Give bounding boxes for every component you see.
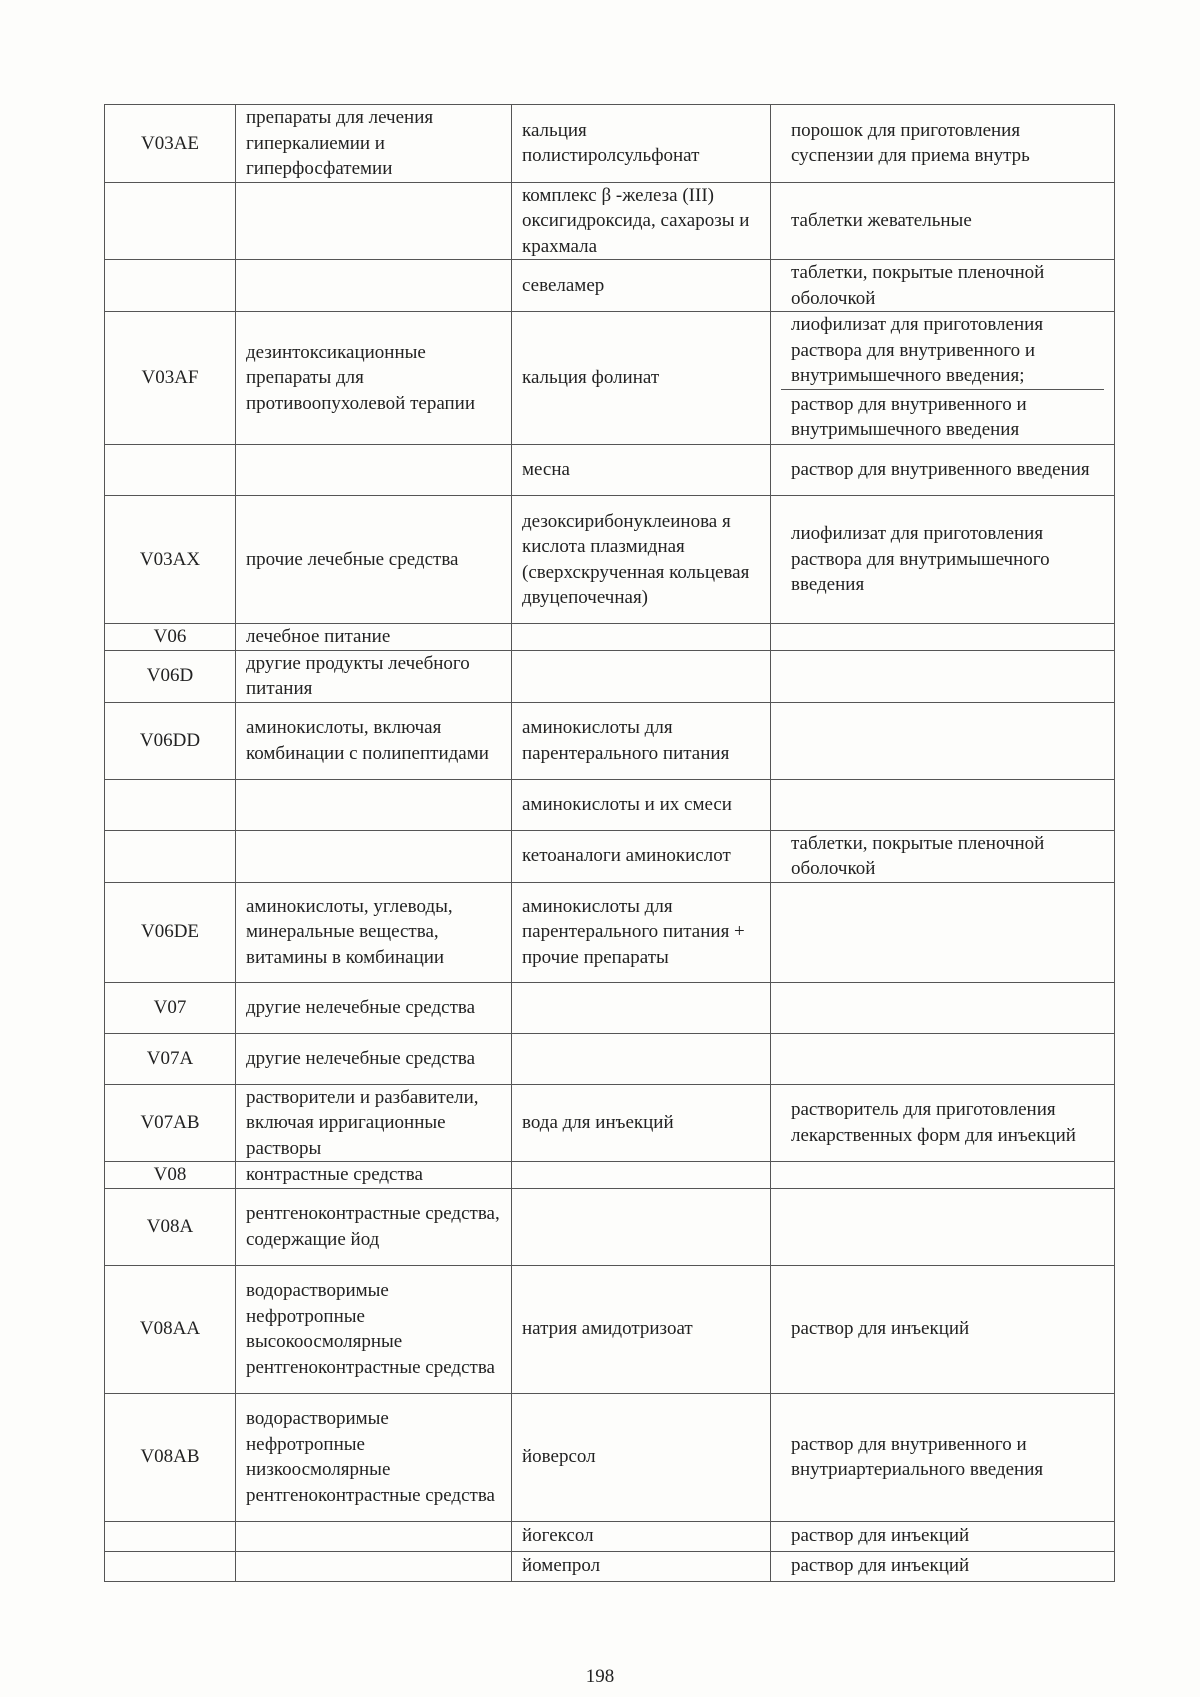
dosage-form: раствор для внутривенного и внутримышечного введения (781, 389, 1104, 444)
dosage-form: раствор для инъекций (791, 1318, 970, 1340)
dosage-form-cell (771, 445, 1115, 496)
drug-name-cell (512, 982, 771, 1033)
atc-code-cell (105, 445, 236, 496)
table-row (105, 779, 1115, 830)
group-name-cell: аминокислоты, включая комбинации с полипептидами (236, 702, 512, 779)
group-name-cell (236, 182, 512, 260)
group-name-cell: прочие лечебные средства (236, 496, 512, 624)
group-name-cell: другие продукты лечебного питания (236, 650, 512, 702)
drug-name-cell: аминокислоты и их смеси (512, 779, 771, 830)
atc-code-cell (105, 260, 236, 312)
atc-code-cell: V06DE (105, 882, 236, 982)
group-name-cell: контрастные средства (236, 1162, 512, 1189)
dosage-form: раствор для инъекций (791, 1525, 970, 1547)
group-name-cell (236, 1551, 512, 1581)
atc-code-cell (105, 182, 236, 260)
table-row (105, 830, 1115, 882)
dosage-form: лиофилизат для приготовления раствора для внутримышечного введения (791, 523, 1050, 596)
atc-code-cell: V08AA (105, 1265, 236, 1393)
drug-name-cell: севеламер (512, 260, 771, 312)
dosage-form-cell (771, 1162, 1115, 1189)
drug-name-cell: вода для инъекций (512, 1084, 771, 1162)
drug-name-cell: натрия амидотризоат (512, 1265, 771, 1393)
drug-name-cell: кальция полистиролсульфонат (512, 105, 771, 183)
group-name-cell: водорастворимые нефротропные низкоосмолярные рентгеноконтрастные средства (236, 1393, 512, 1521)
atc-code-cell: V07AB (105, 1084, 236, 1162)
group-name-cell: другие нелечебные средства (236, 1033, 512, 1084)
group-name-cell (236, 779, 512, 830)
group-name-cell: водорастворимые нефротропные высокоосмолярные рентгеноконтрастные средства (236, 1265, 512, 1393)
atc-code-cell: V08 (105, 1162, 236, 1189)
dosage-form-cell (771, 312, 1115, 445)
dosage-form: раствор для внутривенного введения (791, 459, 1090, 481)
atc-code-cell (105, 1551, 236, 1581)
table-row (105, 624, 1115, 651)
atc-code-cell (105, 830, 236, 882)
table-row (105, 312, 1115, 445)
table-row (105, 1551, 1115, 1581)
dosage-form-cell (771, 1033, 1115, 1084)
group-name-cell (236, 260, 512, 312)
group-name-cell: растворители и разбавители, включая ирригационные растворы (236, 1084, 512, 1162)
table-row (105, 105, 1115, 183)
group-name-cell: дезинтоксикационные препараты для противоопухолевой терапии (236, 312, 512, 445)
table-row (105, 702, 1115, 779)
atc-code-cell: V03AE (105, 105, 236, 183)
atc-code-cell: V07A (105, 1033, 236, 1084)
table-row (105, 1393, 1115, 1521)
atc-code-cell: V06 (105, 624, 236, 651)
group-name-cell (236, 1521, 512, 1551)
group-name-cell (236, 445, 512, 496)
drug-name-cell: аминокислоты для парентерального питания (512, 702, 771, 779)
table-row (105, 1084, 1115, 1162)
drug-name-cell: йогексол (512, 1521, 771, 1551)
group-name-cell: рентгеноконтрастные средства, содержащие йод (236, 1188, 512, 1265)
dosage-form: растворитель для приготовления лекарственных форм для инъекций (791, 1099, 1076, 1146)
drug-name-cell: кетоаналоги аминокислот (512, 830, 771, 882)
group-name-cell: лечебное питание (236, 624, 512, 651)
dosage-form-cell (771, 982, 1115, 1033)
group-name-cell: аминокислоты, углеводы, минеральные вещества, витамины в комбинации (236, 882, 512, 982)
table-body (105, 105, 1115, 1582)
table-row (105, 1521, 1115, 1551)
atc-code-cell: V03AF (105, 312, 236, 445)
dosage-form-cell (771, 1521, 1115, 1551)
table-row (105, 1162, 1115, 1189)
dosage-form-cell (771, 624, 1115, 651)
table-row (105, 982, 1115, 1033)
dosage-form-cell (771, 1084, 1115, 1162)
table-row (105, 445, 1115, 496)
dosage-form: таблетки, покрытые пленочной оболочкой (791, 832, 1045, 879)
atc-code-cell: V08A (105, 1188, 236, 1265)
dosage-form: лиофилизат для приготовления раствора для внутривенного и внутримышечного введения; (791, 314, 1044, 387)
table-row (105, 1188, 1115, 1265)
table-row (105, 650, 1115, 702)
drug-name-cell (512, 1162, 771, 1189)
dosage-form-cell (771, 182, 1115, 260)
drug-name-cell: месна (512, 445, 771, 496)
atc-code-cell: V06DD (105, 702, 236, 779)
dosage-form-cell (771, 1265, 1115, 1393)
drug-name-cell (512, 624, 771, 651)
dosage-form: раствор для инъекций (791, 1555, 970, 1577)
dosage-form-cell (771, 650, 1115, 702)
atc-code-cell: V07 (105, 982, 236, 1033)
table-row (105, 182, 1115, 260)
drug-name-cell: комплекс β -железа (III) оксигидроксида, сахарозы и крахмала (512, 182, 771, 260)
atc-code-cell: V08AB (105, 1393, 236, 1521)
table-row (105, 1033, 1115, 1084)
dosage-form-cell (771, 1393, 1115, 1521)
page-number: 198 (585, 1666, 615, 1687)
dosage-form-cell (771, 105, 1115, 183)
drug-name-cell: аминокислоты для парентерального питания + прочие препараты (512, 882, 771, 982)
dosage-form: таблетки, покрытые пленочной оболочкой (791, 262, 1045, 309)
group-name-cell (236, 830, 512, 882)
atc-code-cell: V06D (105, 650, 236, 702)
atc-code-cell (105, 779, 236, 830)
group-name-cell: другие нелечебные средства (236, 982, 512, 1033)
dosage-form: порошок для приготовления суспензии для приема внутрь (791, 119, 1030, 167)
dosage-form: таблетки жевательные (791, 210, 972, 231)
table-row (105, 496, 1115, 624)
dosage-form: раствор для внутривенного и внутриартериального введения (791, 1433, 1044, 1480)
dosage-form-cell (771, 702, 1115, 779)
dosage-form-cell (771, 496, 1115, 624)
drug-name-cell: дезоксирибонуклеинова я кислота плазмидная (сверхскрученная кольцевая двуцепочечная) (512, 496, 771, 624)
group-name-cell: препараты для лечения гиперкалиемии и гиперфосфатемии (236, 105, 512, 183)
drug-name-cell (512, 1033, 771, 1084)
atc-code-cell (105, 1521, 236, 1551)
drug-name-cell (512, 650, 771, 702)
dosage-form-cell (771, 830, 1115, 882)
atc-code-cell: V03AX (105, 496, 236, 624)
dosage-form-cell (771, 1551, 1115, 1581)
drug-table (104, 104, 1115, 1582)
dosage-form-cell (771, 882, 1115, 982)
table-row (105, 882, 1115, 982)
drug-name-cell: кальция фолинат (512, 312, 771, 445)
drug-name-cell (512, 1188, 771, 1265)
drug-name-cell: йоверсол (512, 1393, 771, 1521)
table-row (105, 1265, 1115, 1393)
drug-name-cell: йомепрол (512, 1551, 771, 1581)
dosage-form-cell (771, 779, 1115, 830)
table-row (105, 260, 1115, 312)
dosage-form-cell (771, 1188, 1115, 1265)
dosage-form-cell (771, 260, 1115, 312)
